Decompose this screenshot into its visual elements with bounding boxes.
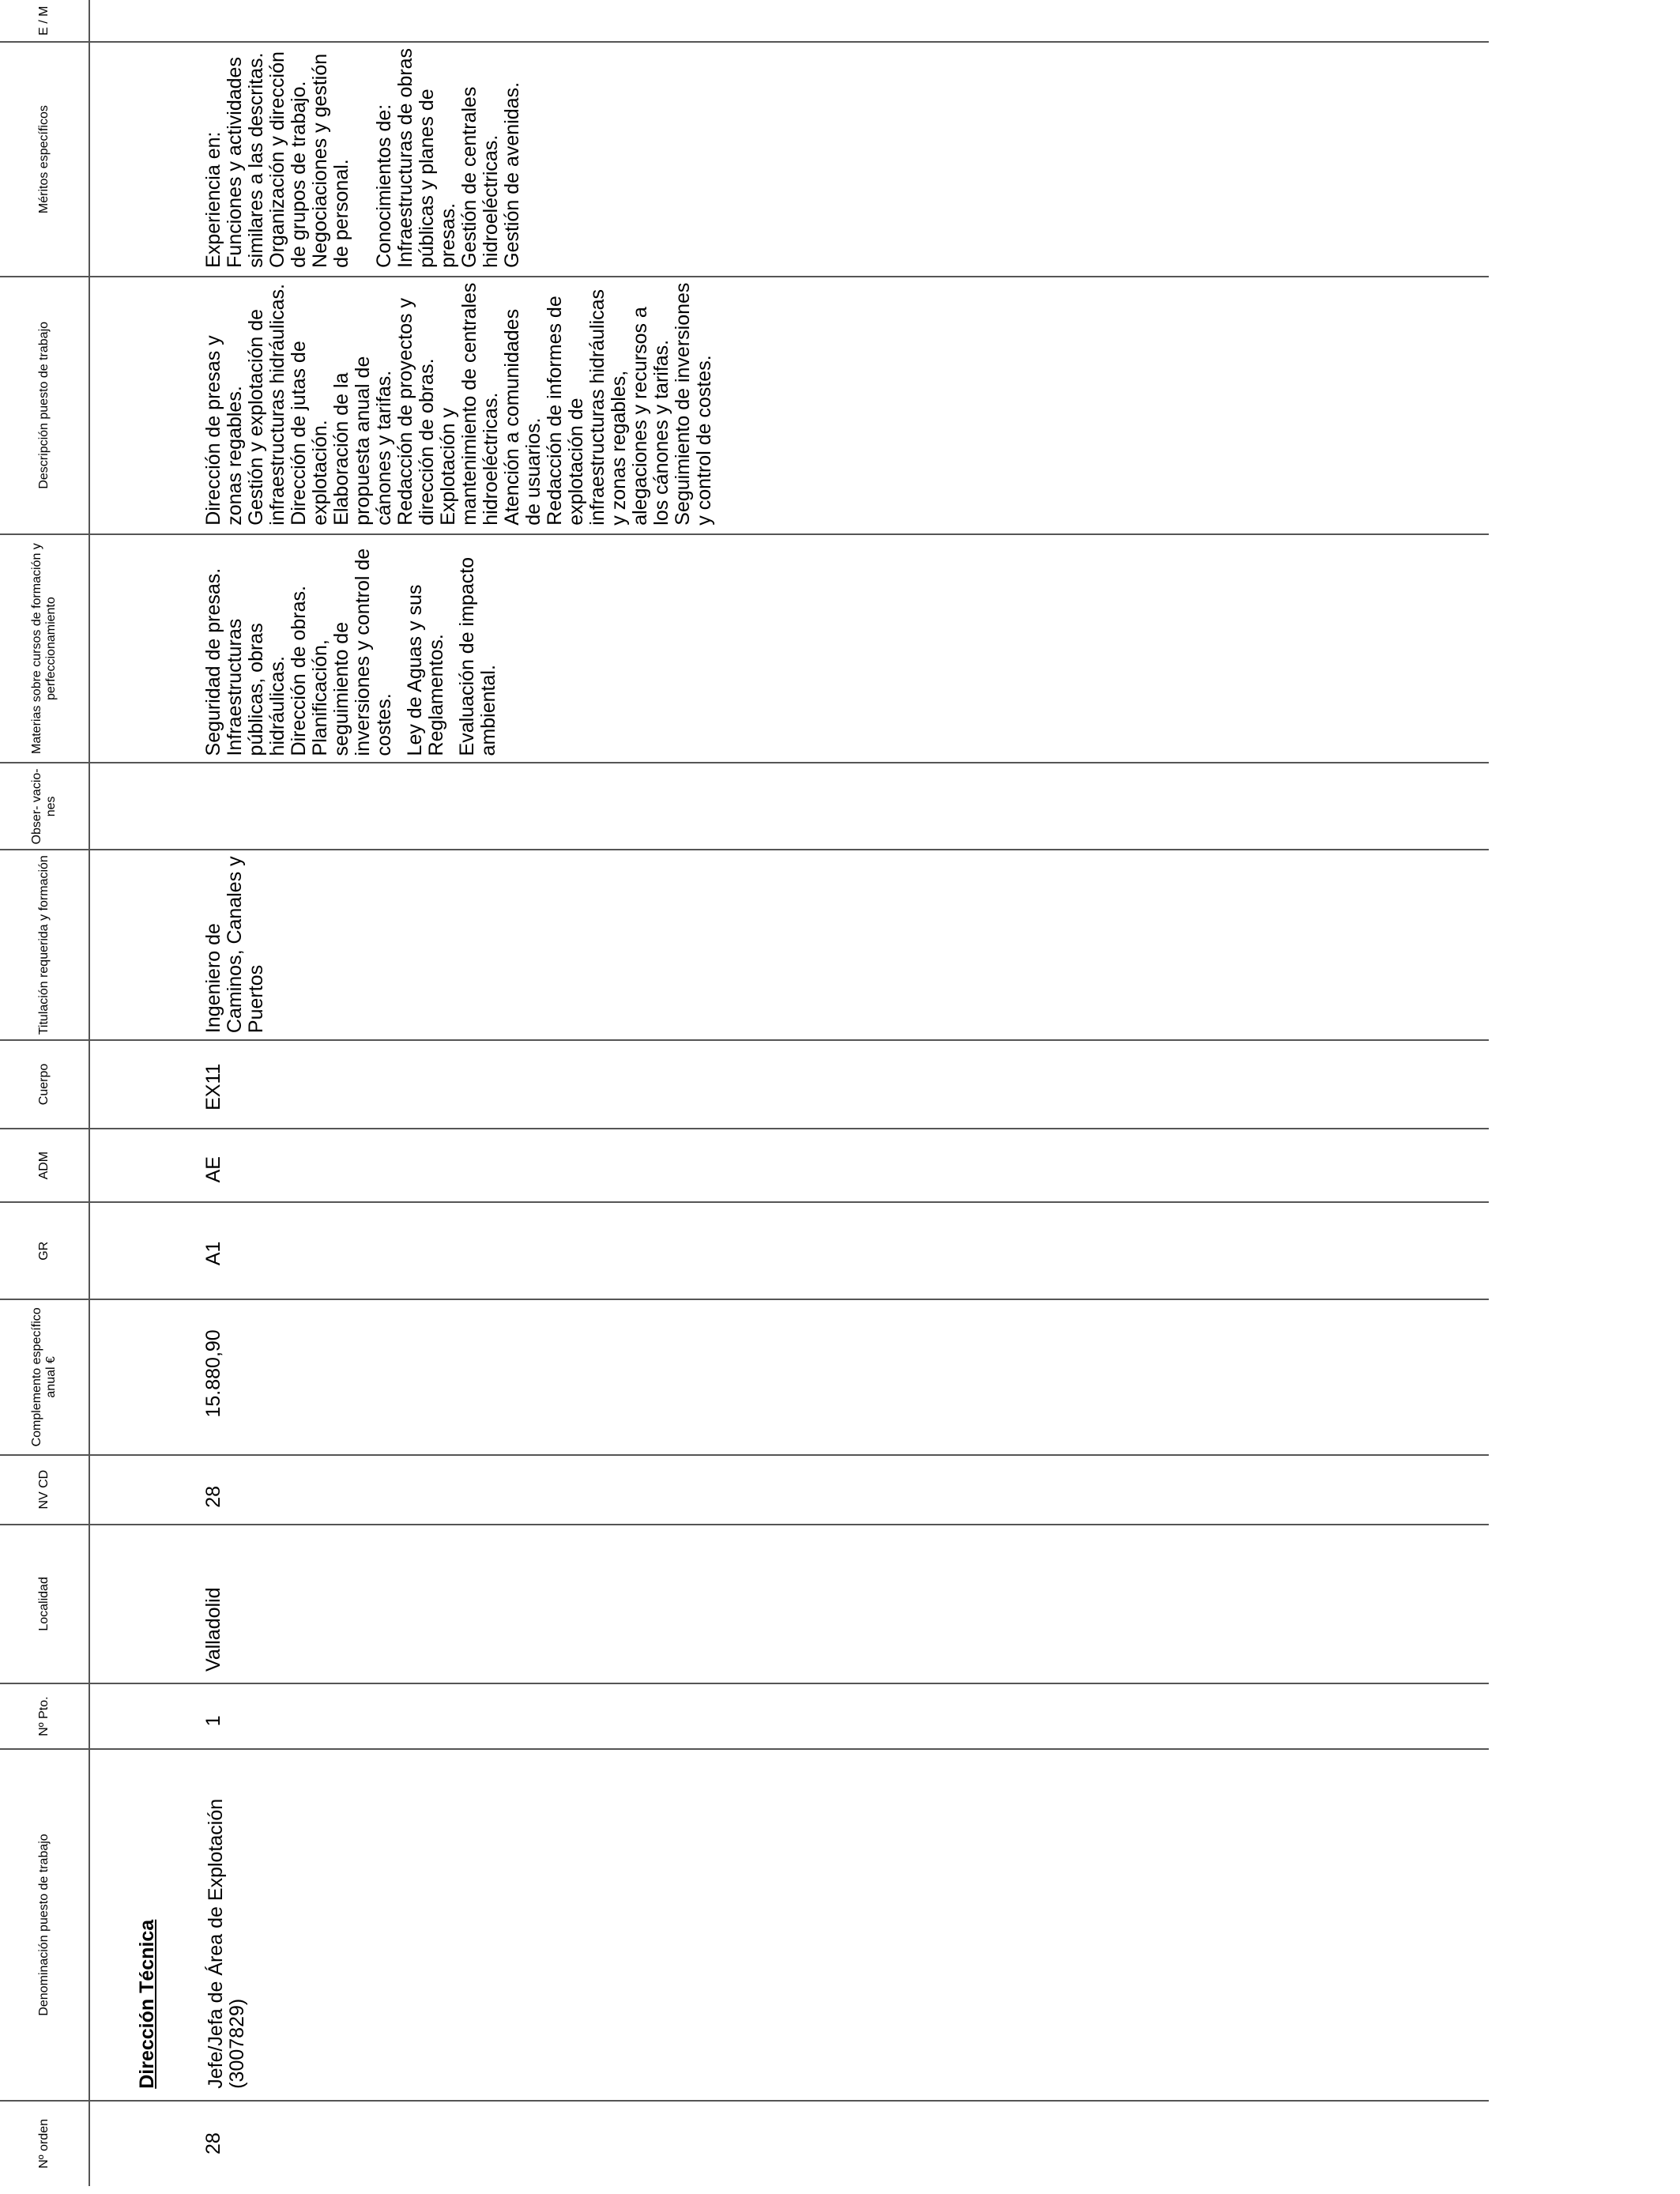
header-gr: GR [0,1202,89,1299]
materia-item: Evaluación de impacto ambiental. [456,556,499,756]
adm-value: AE [202,1156,224,1183]
materia-item: Planificación, seguimiento de inversiones y control de costes. [309,548,395,756]
cell-descripcion [89,277,1489,534]
meritos-conocimientos-title: Conocimientos de: [373,104,395,268]
cell-adm [89,1129,1489,1203]
observaciones-value [90,763,203,849]
cell-complemento [89,1299,1489,1454]
header-nvcd: NV CD [0,1455,89,1525]
cell-denominacion [89,1749,1489,2101]
header-cuerpo: Cuerpo [0,1040,89,1129]
materias-list [90,535,499,763]
cell-orden [89,2101,1489,2186]
descripcion-item: Redacción de informes de explotación de infraestructuras hidráulicas y zonas regables, alegaciones y recursos a los cánones y tarifas. [544,288,672,526]
cell-observaciones [89,763,1489,850]
descripcion-item: Explotación y mantenimiento de centrales hidroeléctricas. [437,282,502,526]
descripcion-item: Atención a comunidades de usuarios. [501,308,544,526]
header-pto: Nº Pto. [0,1683,89,1749]
localidad-value: Valladolid [202,1587,224,1672]
section-title: Dirección Técnica [136,1919,158,2089]
descripcion-list [90,277,715,533]
meritos-experiencia-title: Experiencia en: [202,131,224,268]
meritos-list [90,43,523,275]
materia-item: Ley de Aguas y sus Reglamentos. [404,584,447,756]
merito-item: Gestión de avenidas. [501,81,523,268]
header-observaciones: Obser- vacio- nes [0,763,89,850]
materia-item: Infraestructuras públicas, obras hidráulicas. [224,618,288,756]
titulacion-value: Ingeniero de Caminos, Canales y Puertos [202,856,267,1034]
denominacion-value: Jefe/Jefa de Área de Explotación (3007829) [205,1798,248,2089]
header-adm: ADM [0,1129,89,1203]
orden-value: 28 [202,2132,224,2154]
complemento-value: 15.880,90 [202,1329,224,1418]
cuerpo-value: EX11 [202,1063,224,1110]
header-titulacion: Titulación requerida y formación [0,850,89,1040]
materia-item: Seguridad de presas. [202,567,224,756]
cell-titulacion [89,850,1489,1040]
descripcion-item: Dirección de presas y zonas regables. [202,335,246,526]
header-denominacion: Denominación puesto de trabajo [0,1749,89,2101]
header-descripcion: Descripción puesto de trabajo [0,277,89,534]
merito-item: Gestión de centrales hidroeléctricas. [458,86,502,268]
merito-item: Negociaciones y gestión de personal. [309,53,352,268]
header-materias: Materias sobre cursos de formación y perfeccionamiento [0,534,89,763]
em-value [90,0,203,41]
descripcion-item: Redacción de proyectos y dirección de obras. [394,298,438,526]
header-meritos: Méritos específicos [0,42,89,276]
table-row [89,0,1489,2186]
cell-pto [89,1683,1489,1749]
descripcion-item: Elaboración de la propuesta anual de cánones y tarifas. [330,356,395,526]
merito-item: Infraestructuras de obras públicas y planes de presas. [394,47,459,268]
header-em: E / M [0,0,89,42]
merito-item: Funciones y actividades similares a las descritas. [224,52,267,268]
header-localidad: Localidad [0,1525,89,1683]
header-row [0,0,89,2186]
cell-em [89,0,1489,42]
pto-value: 1 [202,1715,224,1727]
cell-nvcd [89,1455,1489,1525]
descripcion-item: Gestión y explotación de infraestructuras hidráulicas. [245,284,288,526]
nvcd-value: 28 [202,1485,224,1508]
gr-value: A1 [202,1241,224,1266]
cell-gr [89,1202,1489,1299]
materia-item: Dirección de obras. [288,586,310,756]
header-orden: Nº orden [0,2101,89,2186]
descripcion-item: Seguimiento de inversiones y control de costes. [672,282,715,526]
cell-meritos [89,42,1489,276]
header-complemento: Complemento específico anual € [0,1299,89,1454]
cell-cuerpo [89,1040,1489,1129]
merito-item: Organización y dirección de grupos de trabajo. [266,51,310,268]
descripcion-item: Dirección de jutas de explotación. [288,341,331,526]
cell-localidad [89,1525,1489,1683]
cell-materias [89,534,1489,763]
